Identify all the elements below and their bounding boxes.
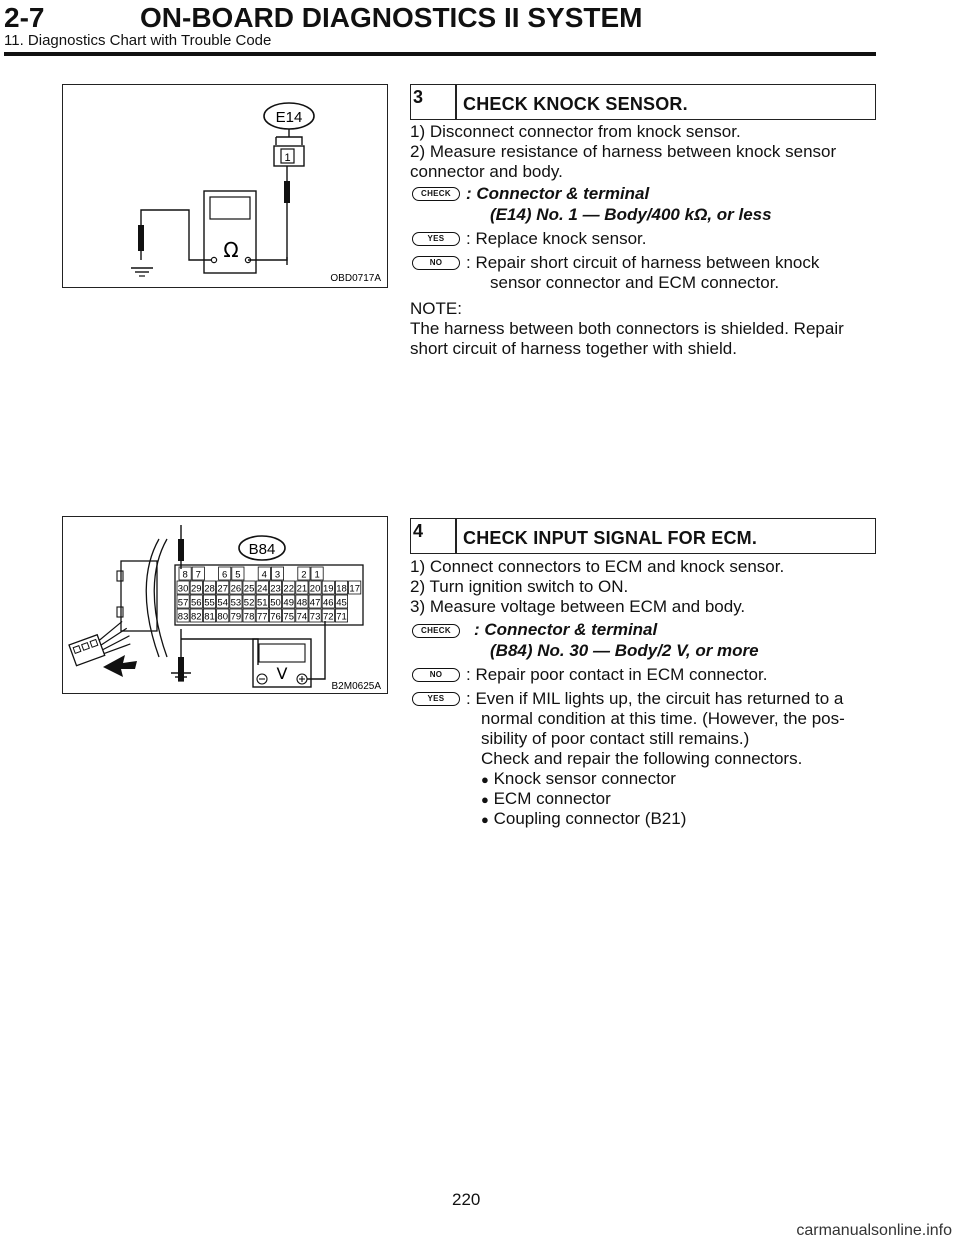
pin-label: 5 [235,569,241,581]
bullet-text: Coupling connector (B21) [493,809,687,828]
pin-label: 56 [191,597,202,609]
pin-label: 8 [182,569,188,581]
pin-label: 72 [323,611,334,623]
terminal-label: 1 [284,152,291,164]
pin-label: 20 [309,583,321,595]
pin-label: 17 [349,583,360,595]
pin-label: 80 [217,611,228,623]
pin-label: 73 [309,611,321,623]
step4-line-2: 2) Turn ignition switch to ON. [410,577,629,596]
pin-label: 30 [177,583,189,595]
pin-label: 77 [257,611,268,623]
figure-code: OBD0717A [330,273,381,284]
volt-symbol: V [276,664,288,683]
check-spec-label: : Connector & terminal [466,184,650,203]
pin-label: 54 [217,597,228,609]
pin-label: 57 [177,597,189,609]
pin-label: 76 [270,611,281,623]
step-title: CHECK KNOCK SENSOR. [463,94,688,114]
pin-label: 83 [177,611,189,623]
step-number: 3 [413,87,424,107]
bullet-icon: ● [481,772,489,787]
step3-line-2: 2) Measure resistance of harness between knock sensor [410,142,837,161]
pin-label: 52 [243,597,255,609]
pin-label: 50 [270,597,281,609]
step4-line-3: 3) Measure voltage between ECM and body. [410,597,746,616]
pin-label: 1 [314,569,320,581]
pin-label: 53 [230,597,242,609]
pin-label: 27 [217,583,228,595]
check-icon: CHECK [412,187,460,201]
yes-icon: YES [412,692,460,706]
pin-label: 47 [309,597,321,609]
bullet-icon: ● [481,812,489,827]
step3-header [410,84,876,120]
pin-label: 51 [257,597,268,609]
step3-figure [62,84,388,288]
check-icon: CHECK [412,624,460,638]
page-subtitle: 11. Diagnostics Chart with Trouble Code [4,32,272,49]
ohm-symbol: Ω [223,238,239,262]
pin-label: 28 [204,583,215,595]
connector-label-e14: E14 [275,109,303,126]
pin-label: 78 [243,611,255,623]
step4-figure [62,516,388,694]
pin-label: 81 [204,611,215,623]
step3-line-1: 1) Disconnect connector from knock sensor. [410,122,741,141]
note-label: NOTE: [410,299,462,318]
pin-label: 19 [323,583,334,595]
pin-label: 6 [222,569,228,581]
pin-label: 22 [283,583,294,595]
connector-label-b84: B84 [248,541,276,558]
knock-sensor-diagram [63,85,386,286]
pin-label: 29 [191,583,202,595]
pin-label: 7 [195,569,201,581]
yes-icon: YES [412,232,460,246]
page-title: ON-BOARD DIAGNOSTICS II SYSTEM [140,2,643,33]
page-number: 220 [452,1190,481,1209]
arrow-icon [103,655,137,677]
step-divider [455,85,457,119]
pin-label: 18 [336,583,347,595]
no-icon: NO [412,668,460,682]
bullet-text: Knock sensor connector [493,769,676,788]
yes-result-line-3: sibility of poor contact still remains.) [481,729,750,748]
section-number: 2-7 [4,2,45,33]
pin-label: 24 [257,583,268,595]
ecm-connector-diagram [63,517,386,692]
pin-label: 75 [283,611,294,623]
step-divider [455,519,457,553]
bullet-icon: ● [481,792,489,807]
pin-label: 48 [296,597,308,609]
pin-label: 79 [230,611,242,623]
pin-label: 45 [336,597,347,609]
pin-label: 49 [283,597,294,609]
bullet-item [481,769,676,789]
step4-line-1: 1) Connect connectors to ECM and knock sensor. [410,557,785,576]
pin-label: 3 [274,569,281,581]
figure-code: B2M0625A [331,681,381,692]
pin-label: 26 [230,583,242,595]
no-icon: NO [412,256,460,270]
step4-header [410,518,876,554]
pin-label: 74 [296,611,308,623]
no-result: : Repair poor contact in ECM connector. [466,665,768,684]
step3-line-3: connector and body. [410,162,563,181]
bullet-item [481,809,686,829]
pin-label: 46 [323,597,334,609]
pin-label: 25 [243,583,255,595]
pin-label: 21 [296,583,308,595]
yes-result-line-1: : Even if MIL lights up, the circuit has returned to a [466,689,844,708]
header-rule [4,52,876,56]
step-title: CHECK INPUT SIGNAL FOR ECM. [463,528,758,548]
watermark: carmanualsonline.info [796,1222,952,1239]
note-line-2: short circuit of harness together with shield. [410,339,737,358]
bullet-item [481,789,611,809]
no-result: : Repair short circuit of harness between knock [466,253,820,272]
yes-result-line-4: Check and repair the following connectors. [481,749,803,768]
pin-label: 2 [301,569,307,581]
check-spec-value: (E14) No. 1 — Body/400 kΩ, or less [490,205,772,224]
pin-grid [177,567,361,623]
yes-result-line-2: normal condition at this time. (However, the pos- [481,709,845,728]
check-spec-value: (B84) No. 30 — Body/2 V, or more [490,641,759,660]
bullet-text: ECM connector [493,789,611,808]
yes-result: : Replace knock sensor. [466,229,647,248]
step-number: 4 [413,521,424,541]
pin-label: 4 [261,569,267,581]
note-line-1: The harness between both connectors is shielded. Repair [410,319,844,338]
pin-label: 55 [204,597,215,609]
no-result-cont: sensor connector and ECM connector. [490,273,780,292]
check-spec-label: : Connector & terminal [474,620,658,639]
pin-label: 82 [191,611,202,623]
pin-label: 23 [270,583,281,595]
pin-label: 71 [336,611,347,623]
